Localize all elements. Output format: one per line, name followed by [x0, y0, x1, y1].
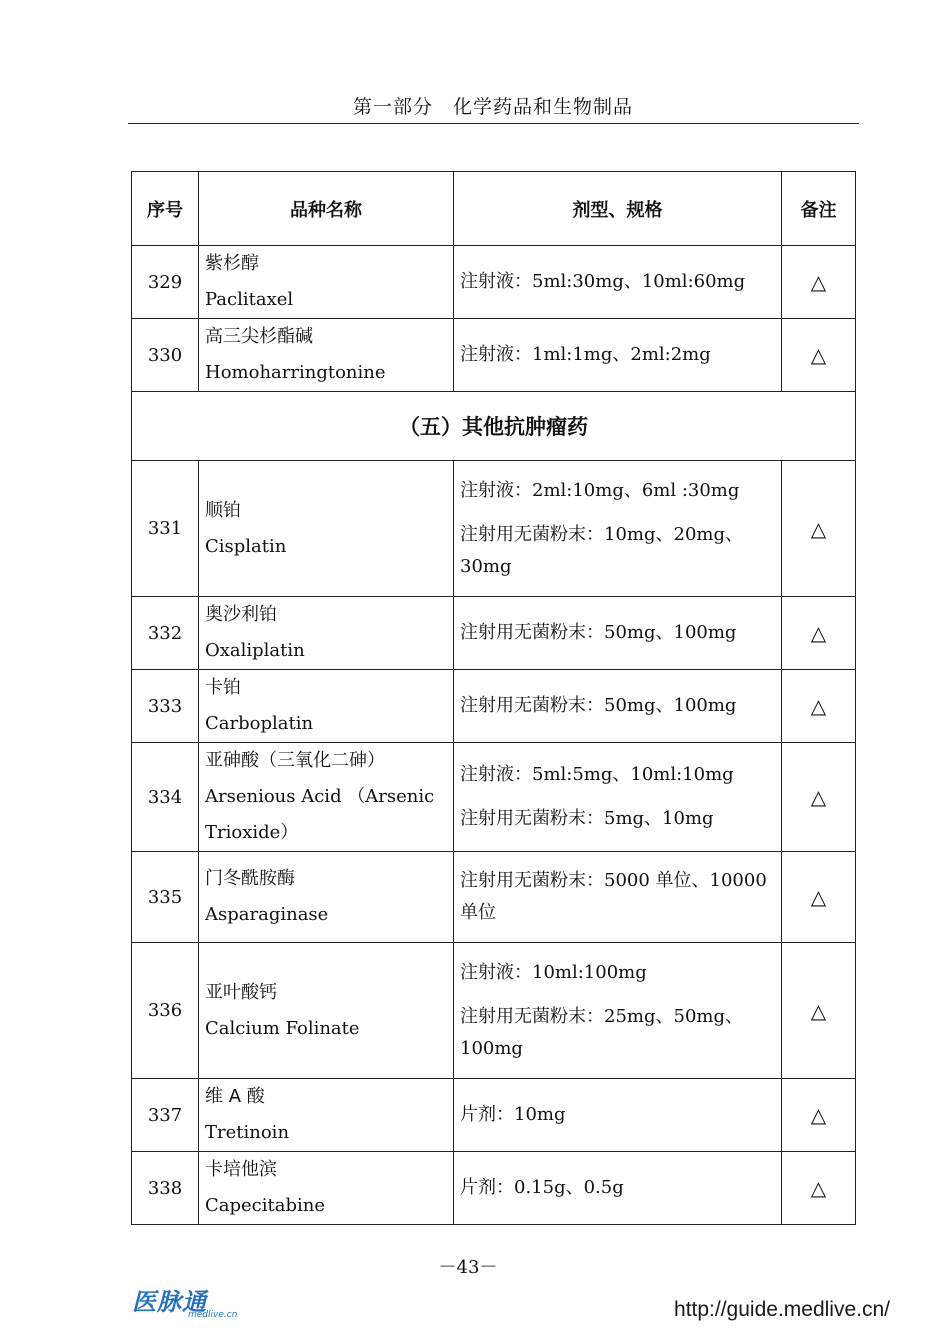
page-header-title: 第一部分 化学药品和生物制品 [352, 96, 633, 118]
row-no: 330 [132, 319, 199, 392]
name-en: Capecitabine [205, 1195, 326, 1216]
name-en: Oxaliplatin [205, 640, 305, 661]
row-name [199, 461, 454, 597]
spec-line: 片剂：10mg [460, 1104, 566, 1125]
logo-subtext: medlive.cn [188, 1310, 238, 1320]
spec-line: 注射用无菌粉末：10mg、20mg、 [460, 523, 743, 545]
row-no: 335 [132, 852, 199, 943]
row-spec [454, 461, 782, 597]
spec-line: 注射液：5ml:5mg、10ml:10mg [460, 764, 734, 785]
spec-line: 注射用无菌粉末：50mg、100mg [460, 622, 737, 643]
row-no: 332 [132, 597, 199, 670]
table-row [132, 943, 856, 1079]
spec-line: 注射液：2ml:10mg、6ml :30mg [460, 479, 740, 501]
row-name [199, 597, 454, 670]
table-row [132, 1079, 856, 1152]
header-rule [128, 123, 859, 124]
spec-line: 注射用无菌粉末：5mg、10mg [460, 808, 714, 829]
row-spec [454, 943, 782, 1079]
row-name [199, 670, 454, 743]
spec-line: 注射用无菌粉末：5000 单位、10000 [460, 870, 767, 891]
table-row [132, 1152, 856, 1225]
name-en: Paclitaxel [205, 289, 294, 310]
name-zh: 高三尖杉酯碱 [205, 326, 313, 347]
name-zh: 顺铂 [205, 499, 241, 521]
row-name [199, 943, 454, 1079]
name-en: Arsenious Acid （Arsenic [205, 786, 435, 807]
spec-line: 注射液：1ml:1mg、2ml:2mg [460, 344, 711, 365]
row-name [199, 319, 454, 392]
table-row [132, 743, 856, 852]
table-row [132, 670, 856, 743]
spec-line: 30mg [460, 555, 512, 577]
spec-line: 注射用无菌粉末：25mg、50mg、 [460, 1005, 743, 1027]
name-zh: 卡培他滨 [205, 1159, 277, 1180]
row-no: 333 [132, 670, 199, 743]
row-spec [454, 246, 782, 319]
row-no: 338 [132, 1152, 199, 1225]
row-note: △ [782, 670, 856, 743]
spec-line: 注射用无菌粉末：50mg、100mg [460, 695, 737, 716]
row-no: 336 [132, 943, 199, 1079]
name-zh: 亚砷酸（三氧化二砷） [205, 750, 385, 771]
table-row [132, 246, 856, 319]
spec-line: 注射液：5ml:30mg、10ml:60mg [460, 271, 746, 292]
section-row [132, 392, 856, 461]
name-en: Cisplatin [205, 535, 287, 557]
spec-line: 单位 [460, 902, 496, 923]
header-note: 备注 [782, 172, 856, 246]
table-row [132, 852, 856, 943]
table-header-row [132, 172, 856, 246]
row-spec [454, 1079, 782, 1152]
name-zh: 奥沙利铂 [205, 604, 277, 625]
name-zh: 卡铂 [205, 677, 241, 698]
row-spec [454, 743, 782, 852]
name-en: Asparaginase [205, 904, 329, 925]
row-name [199, 246, 454, 319]
name-en-cont: Trioxide） [205, 822, 299, 843]
name-zh: 亚叶酸钙 [205, 981, 277, 1003]
header-no: 序号 [132, 172, 199, 246]
footer-url-link[interactable]: http://guide.medlive.cn/ [674, 1298, 890, 1321]
name-en: Carboplatin [205, 713, 314, 734]
spec-line: 100mg [460, 1037, 523, 1059]
row-no: 331 [132, 461, 199, 597]
row-note: △ [782, 246, 856, 319]
header-name: 品种名称 [199, 172, 454, 246]
row-note: △ [782, 852, 856, 943]
row-spec [454, 670, 782, 743]
drug-table [131, 171, 856, 1225]
spec-line: 片剂：0.15g、0.5g [460, 1177, 624, 1198]
logo-text: 医脉通 [132, 1288, 207, 1316]
name-en: Calcium Folinate [205, 1017, 360, 1039]
table-row [132, 461, 856, 597]
name-zh: 紫杉醇 [205, 253, 259, 274]
row-spec [454, 597, 782, 670]
table-row [132, 319, 856, 392]
name-zh: 维 A 酸 [205, 1086, 265, 1107]
medlive-logo [132, 1282, 242, 1326]
row-spec [454, 1152, 782, 1225]
row-name [199, 1152, 454, 1225]
header-spec: 剂型、规格 [454, 172, 782, 246]
row-no: 329 [132, 246, 199, 319]
page-number: －43－ [438, 1257, 498, 1278]
row-note: △ [782, 597, 856, 670]
name-en: Homoharringtonine [205, 362, 386, 383]
spec-line: 注射液：10ml:100mg [460, 961, 647, 983]
row-note: △ [782, 1152, 856, 1225]
row-name [199, 1079, 454, 1152]
row-name [199, 852, 454, 943]
row-name [199, 743, 454, 852]
name-en: Tretinoin [205, 1122, 290, 1143]
row-no: 334 [132, 743, 199, 852]
table-row [132, 597, 856, 670]
row-note: △ [782, 319, 856, 392]
row-note: △ [782, 943, 856, 1079]
row-note: △ [782, 461, 856, 597]
section-title: （五）其他抗肿瘤药 [132, 392, 856, 461]
row-spec [454, 852, 782, 943]
name-zh: 门冬酰胺酶 [205, 868, 295, 889]
row-no: 337 [132, 1079, 199, 1152]
row-note: △ [782, 1079, 856, 1152]
row-note: △ [782, 743, 856, 852]
row-spec [454, 319, 782, 392]
